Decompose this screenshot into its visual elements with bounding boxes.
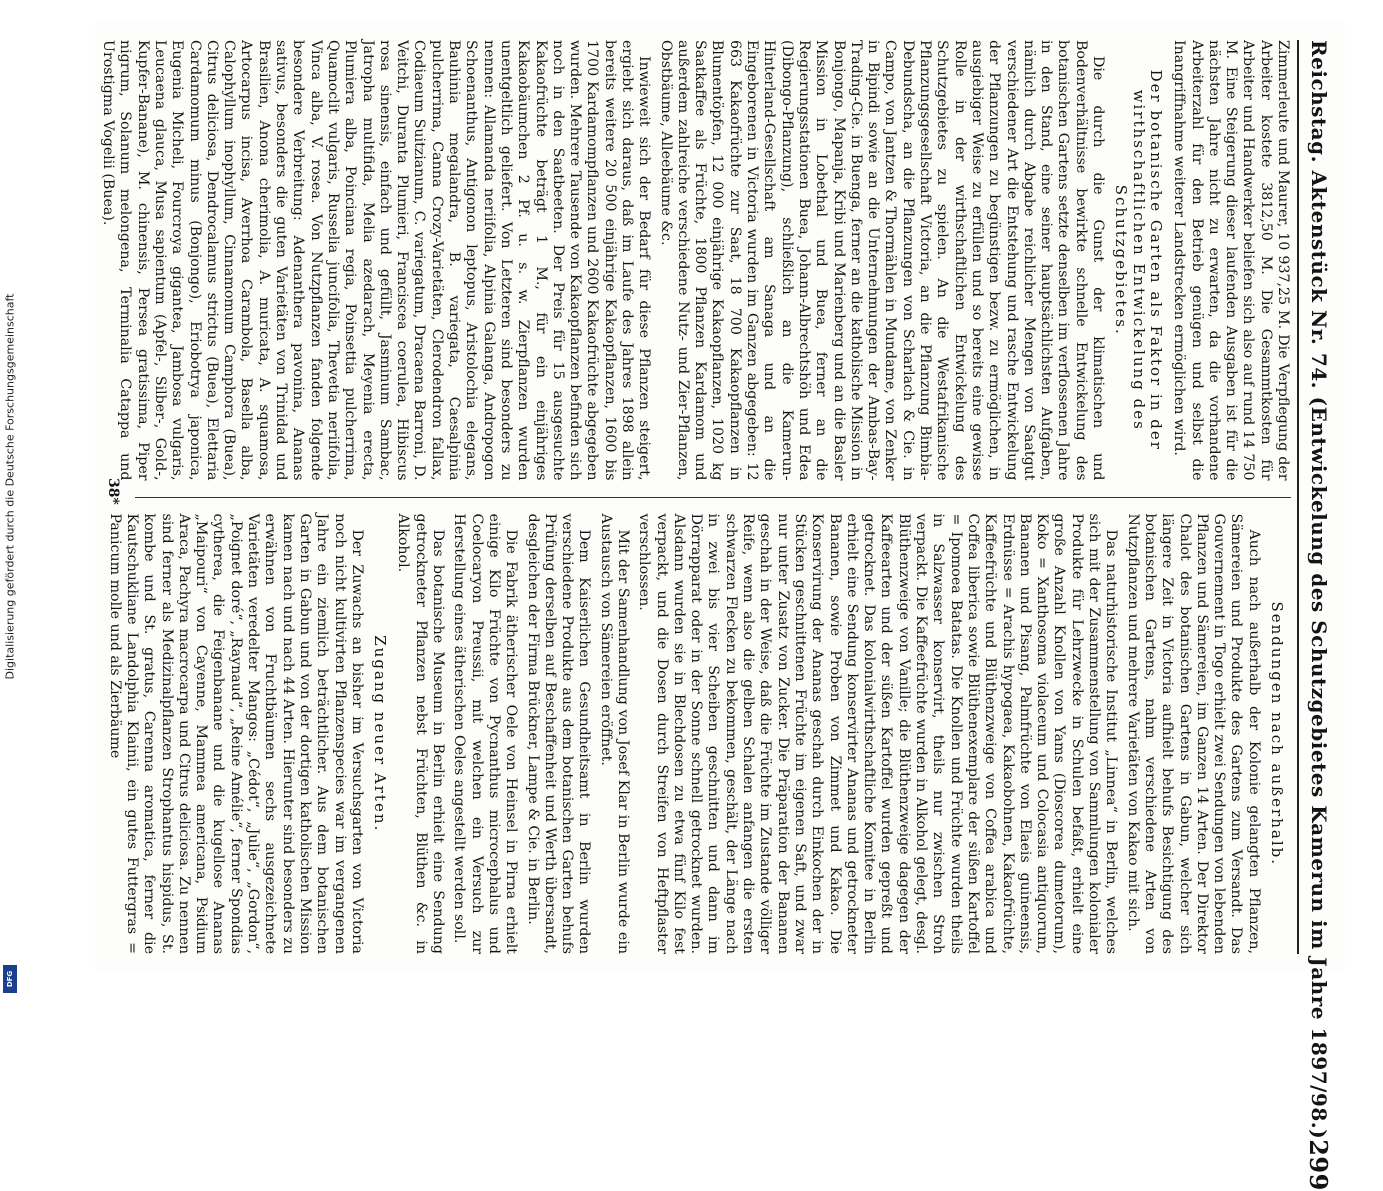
paragraph: Zimmerleute und Maurer, 10 937,25 M. Die Verpflegung der Arbeiter kostete 3812,50 M. Die Gesammtkosten für Arbeiter und Handwerker beliefen sich also auf rund 14 750 M. Eine Steigerung dieser laufenden Ausgaben ist für die nächsten Jahre nicht zu erwarten, da die vorhandene Arbeiterzahl für den Betrieb genügen und selbst die Inangriffnahme weiterer Landstrecken ermöglichen wird. xyxy=(1171,40,1291,481)
paragraph: Das botanische Museum in Berlin erhielt eine Sendung getrockneter Pflanzen nebst Früchten, Blüthen &c. in Alkohol. xyxy=(395,513,447,954)
paragraph: Auch nach außerhalb der Kolonie gelangten Pflanzen, Sämereien und Produkte des Gartens zum Versandt. Das Gouvernement in Togo erhielt zwei Sendungen von lebenden Pflanzen und Sämereien, im Ganzen 14 Arten. Der Direktor Chalot des botanischen Gartens in Gabun, welcher sich längere Zeit in Victoria aufhielt behufs Besichtigung des botanischen Gartens, nahm verschiedene Arten von Nutzpflanzen und mehrere Varietäten von Kakao mit sich. xyxy=(1124,513,1262,954)
paragraph: Mit der Samenhandlung von Josef Klar in Berlin wurde ein Austausch von Sämereien eröffnet. xyxy=(597,513,632,954)
running-title: Reichstag. Aktenstück Nr. 74. (Entwickelung des Schutzgebietes Kamerun im Jahre 1897/98.) xyxy=(1307,40,1331,1140)
paragraph: Dem Kaiserlichen Gesundheitsamt in Berlin wurden verschiedene Produkte aus dem botanischen Garten behufs Prüfung derselben auf Beschaffenheit und Werth übersandt, desgleichen der Firma Brückner, Lampe & Cie. in Berlin. xyxy=(524,513,593,954)
paragraph: Der Zuwachs an bisher im Versuchsgarten von Victoria noch nicht kultivirten Pflanzenspecies war im vergangenen Jahre ein ziemlich beträchtlicher. Aus dem botanischen Garten in Gabun und von der dortigen katholischen Mission kamen nach und nach 44 Arten. Hierunter sind besonders zu erwähnen von Fruchtbäumen sechs ausgezeichnete Varietäten veredelter Mangos: „Cédot“, „Julie“, „Gordon“, „Poignet doré“, „Raynaud“, „Reine Amélie“, ferner Spondias cytherea, die Feigenbanane und die kugellose Ananas „Maipouri“ von Cayenne, Mammea americana, Psidium Araca, Pachyra macrocarpa und Citrus deliciosa. Zu nennen sind ferner als Medizinalpflanzen Strophantus hispidus, St. kombe und St. gratus, Carenna aromatica, ferner die Kautschukliane Landolphia Klainii, ein gutes Futtergras = Panicum molle und als Zierbäume xyxy=(106,513,365,954)
scanned-page xyxy=(95,22,1345,1191)
paragraph: Inwieweit sich der Bedarf für diese Pflanzen steigert, ergiebt sich daraus, daß im Laufe des Jahres 1898 allein bereits weitere 20 500 einjährige Kakaopflanzen, 1600 bis 1700 Kardamompflanzen und 2600 Kakaofrüchte abgegeben wurden. Mehrere Tausende von Kakaopflanzen befinden sich noch in den Saatbeeten. Der Preis für 15 ausgesuchte Kakaofrüchte beträgt 1 M., für ein einjähriges Kakaobäumchen 2 Pf. u. s. w. Zierpflanzen wurden unentgeltlich geliefert. Von Letzteren sind besonders zu nennen: Allamanda neriifolia, Alpinia Galanga, Andropogon Schoenanthus, Antigonon leptopus, Aristolochia elegans, Bauhinia megalandra, B. variegata, Caesalpinia pulcherrima, Canna Crozy-Varietäten, Clerodendron fallax, Codiaeum Suitzianum, C. variegatum, Dracaena Barroni, D. Veitchi, Duranta Plumieri, Francisceа coerulea, Hibiscus rosa sinensis, einfach und gefüllt, Jasminum Sambac, Jatropha multifida, Melia azedarach, Meyenia erecta, Plumiera alba, Poinciana regia, Poinsettia pulcherrima, Quamoclit vulgaris, Russelia juncifolia, Thevetia neriifolia, Vinca alba, V. rosea. Von Nutzpflanzen fanden folgende besondere Verbreitung: Adenanthera pavonina, Ananas sativus, besonders die guten Varietäten von Trinidad und Brasilien, Anona cherimolia, A. muricata, A. squamosa, Artocarpus incisa, Averrhoa Carambola, Basella alba, Calophyllum inophyllum, Cinnamomum Camphora (Buea), Citrus deliciosa, Dendrocalamus strictus (Buea), Elettaria Cardamomum minus (Bonjongo), Eriobotrya japonica, Eugenia Micheli, Fourcroya gigantea, Jambosa vulgaris, Leucaena glauca, Musa sapientum (Apfel-, Silber-, Gold-, Kupfer-Banane), M. chinensis, Persea gratissima, Piper nigrum, Solanum melongena, Terminalia Catappa und Urostigma Vogelii (Buea). xyxy=(100,40,653,481)
section-heading: Sendungen nach außerhalb. xyxy=(1268,601,1286,867)
column-divider xyxy=(135,497,1291,498)
page-header xyxy=(1297,40,1339,1191)
credit-text: Digitalisierung gefördert durch die Deutsche Forschungsgemeinschaft xyxy=(3,293,17,680)
signature-mark: 38* xyxy=(105,478,121,505)
paragraph: Das naturhistorische Institut „Linnea“ in Berlin, welches sich mit der Zusammenstellung von Sammlungen kolonialer Produkte für Lehrzwecke in Schulen befaßt, erhielt eine große Anzahl Knollen von Yams (Dioscorea dumetorum), Koko = Xanthosoma violaceum und Colocasia antiquorum, Bananen und Pisang, Palmfrüchte von Elaeis guineensis, Erdnüsse = Arachis hypogaea, Kakaobohnen, Kakaofrüchte, Kaffeefrüchte und Blüthenzweige von Coffea arabica und Coffea liberica sowie Blüthenexemplare der süßen Kartoffel = Ipomoea Batatas. Die Knollen und Früchte wurden theils in Salzwasser konservirt, theils nur zwischen Stroh verpackt. Die Kaffeefrüchte wurden in Alkohol gelegt, desgl. Blüthenzweige von Vanille; die Blüthenzweige dagegen der Kaffeearten und der süßen Kartoffel wurden gepreßt und getrocknet. Das kolonialwirthschaftliche Komitee in Berlin erhielt eine Sendung konservirter Ananas und getrockneter Bananen, sowie Proben von Zimmet und Kakao. Die Konservirung der Ananas geschah durch Einkochen der in Stücken geschnittenen Früchte im eigenen Saft, und zwar nur unter Zusatz von Zucker. Die Präparation der Bananen geschah in der Weise, daß die Früchte im Zustande völliger Reife, wenn also die gelben Schalen anfangen die ersten schwarzen Flecken zu bekommen, geschält, der Länge nach in zwei bis vier Scheiben geschnitten und dann im Dörrapparat oder in der Sonne schnell getrocknet wurden. Alsdann wurden sie in Blechdosen zu etwa fünf Kilo fest verpackt, und die Dosen durch Streifen von Heftpflaster verschlossen. xyxy=(636,513,1120,954)
column-right xyxy=(106,513,1291,955)
page-number: 299 xyxy=(1304,1139,1334,1191)
paragraph: Die durch die Gunst der klimatischen und Bodenverhältnisse bewirkte schnelle Entwickelung des botanischen Gartens setzte denselben im verflossenen Jahre in den Stand, eine seiner hauptsächlichsten Aufgaben, nämlich durch Abgabe reichlicher Mengen von Saatgut verschiedener Art die Entstehung und rasche Entwickelung der Pflanzungen zu begünstigen bezw. zu ermöglichen, in ausgiebiger Weise zu erfüllen und so bereits eine gewisse Rolle in der wirthschaftlichen Entwickelung des Schutzgebietes zu spielen. An die Westafrikanische Pflanzungsgesellschaft Victoria, an die Pflanzung Bimbia-Debundscha, an die Pflanzungen von Scharlach & Cie. in Campo, von Jantzen & Thormählen in Mundame, von Zenker in Bipindi sowie an die Unternehmungen der Ambas-Bay-Trading-Cie. in Buenga, ferner an die katholische Mission in Bonjongo, Mapanja, Kribi und Marienberg und an die Basler Mission in Lobethal und Buea, ferner an die Regierungsstationen Buea, Johann-Albrechtshöh und Edea (Dibongo-Pflanzung), schließlich an die Kamerun-Hinterland-Gesellschaft am Sanaga und an die Eingeborenen in Victoria wurden im Ganzen abgegeben: 12 663 Kakaofrüchte zur Saat, 18 700 Kakaopflanzen in Blumentöpfen, 12 000 einjährige Kakaopflanzen, 1020 kg Saatkaffee als Früchte, 1800 Pflanzen Kardamom und außerdem zahlreiche verschiedene Nutz- und Zier-Pflanzen, Obstbäume, Alleebäume &c. xyxy=(657,40,1107,481)
dfg-logo xyxy=(3,965,17,993)
section-heading: Der botanische Garten als Faktor in der wirthschaftlichen Entwickelung des Schutzgebietes. xyxy=(1112,69,1165,451)
column-left xyxy=(100,40,1291,481)
section-heading: Zugang neuer Arten. xyxy=(371,635,390,833)
text-columns xyxy=(100,40,1291,954)
rotated-page-content xyxy=(95,22,1345,1191)
digitization-credit xyxy=(0,0,22,1000)
paragraph: Die Fabrik ätherischer Oele von Heinsel in Pirna erhielt einige Kilo Früchte von Pycnanthus microcephalus und Coelocaryon Preussii, mit welchen ein Versuch zur Herstellung eines ätherischen Oeles angestellt werden soll. xyxy=(451,513,520,954)
dfg-logo-text: DFG xyxy=(6,970,14,988)
